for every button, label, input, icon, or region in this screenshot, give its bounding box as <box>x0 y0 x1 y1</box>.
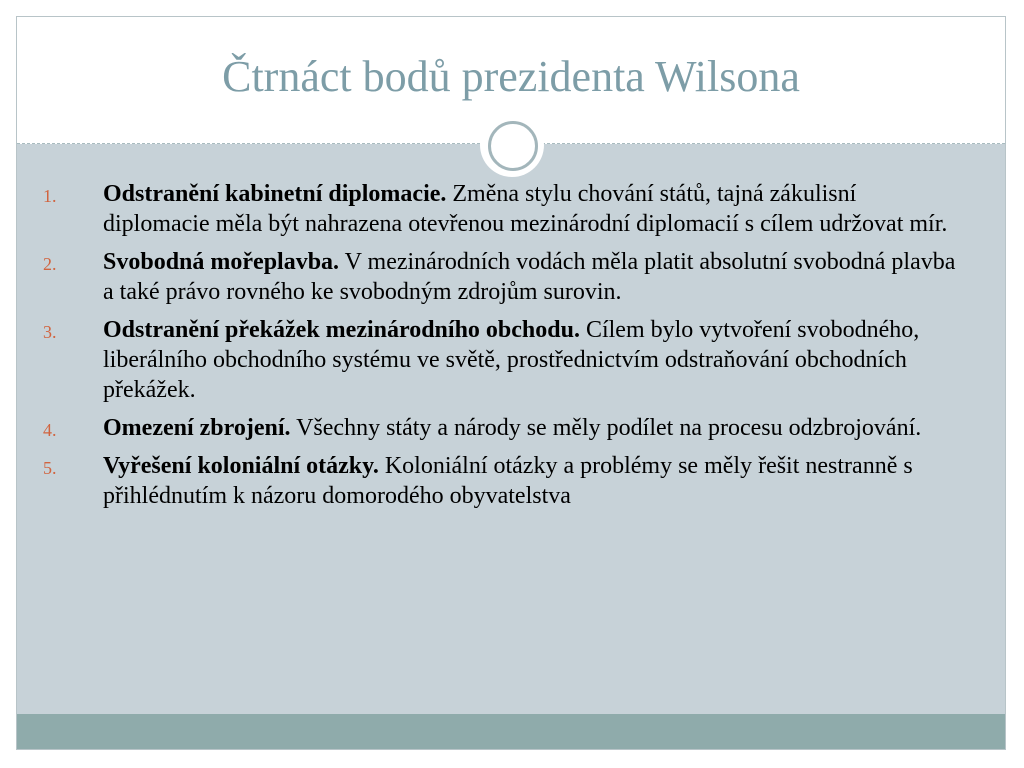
list-number: 5. <box>43 458 57 478</box>
point-text: Cílem bylo vytvoření svobodného, liberálního obchodního systému ve světě, prostřednictvím odstraňování obchodních překážek. <box>103 317 920 403</box>
list-item <box>17 315 1005 405</box>
point-heading: Vyřešení koloniální otázky. <box>103 453 379 479</box>
list-number: 1. <box>43 186 57 206</box>
point-heading: Omezení zbrojení. <box>103 415 291 441</box>
point-text: Koloniální otázky a problémy se měly řešit nestranně s přihlédnutím k názoru domorodého obyvatelstva <box>103 453 913 509</box>
list-number: 3. <box>43 322 57 342</box>
list-number: 2. <box>43 254 57 274</box>
list-item <box>17 451 1005 511</box>
slide <box>16 16 1006 750</box>
point-text: V mezinárodních vodách měla platit absolutní svobodná plavba a také právo rovného ke svobodným zdrojům surovin. <box>103 249 956 305</box>
slide-title: Čtrnáct bodů prezidenta Wilsona <box>222 52 800 101</box>
points-list <box>17 179 1005 519</box>
point-text: Změna stylu chování států, tajná zákulisní diplomacie měla být nahrazena otevřenou mezinárodní diplomacií s cílem udržovat mír. <box>103 181 948 237</box>
list-item <box>17 247 1005 307</box>
list-item <box>17 179 1005 239</box>
point-heading: Svobodná mořeplavba. <box>103 249 340 275</box>
point-heading: Odstranění překážek mezinárodního obchodu. <box>103 317 580 343</box>
footer-band <box>17 714 1005 749</box>
list-number: 4. <box>43 420 57 440</box>
point-heading: Odstranění kabinetní diplomacie. <box>103 181 447 207</box>
list-item <box>17 413 1005 443</box>
point-text: Všechny státy a národy se měly podílet na procesu odzbrojování. <box>296 415 922 441</box>
circle-ring-icon <box>488 121 538 171</box>
